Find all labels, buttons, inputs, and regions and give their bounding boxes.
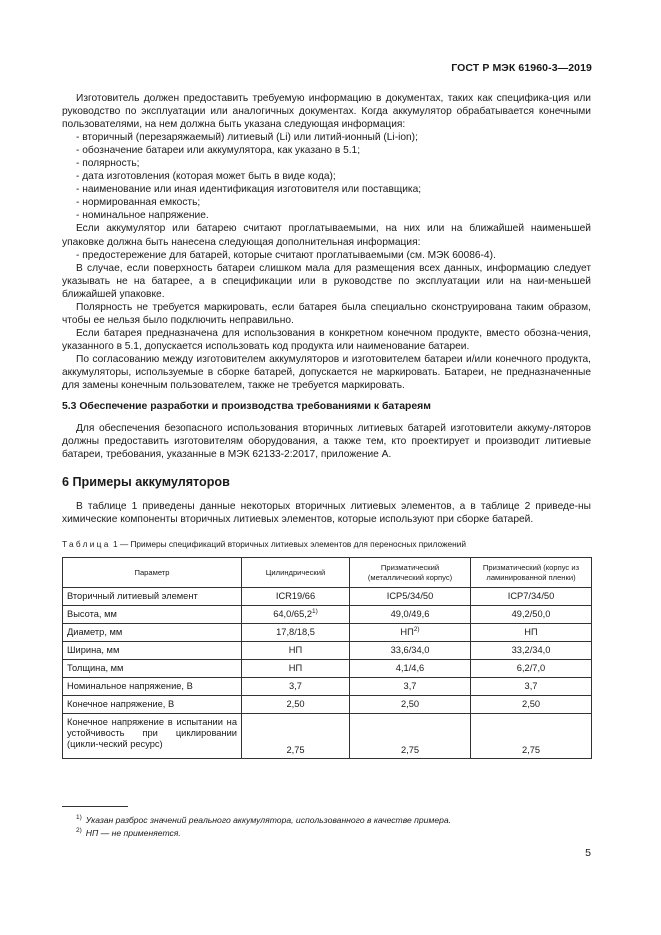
table-row bbox=[63, 678, 592, 696]
table-row bbox=[63, 642, 592, 660]
footnote-text: Указан разброс значений реального аккумулятора, использованного в качестве примера. bbox=[85, 815, 452, 825]
table-cell bbox=[242, 714, 350, 759]
paragraph-agreement: По согласованию между изготовителем аккумуляторов и изготовителем батареи и/или конечного продукта, аккумуляторы, используемые в сборке батарей, допускается не маркировать. Батареи, не предназначенные для замены конечным пользователем, также не требуется маркировать. bbox=[62, 353, 591, 392]
cell-value: 2,50 bbox=[286, 699, 305, 710]
footnote-2 bbox=[76, 828, 181, 838]
table-cell bbox=[242, 624, 350, 642]
table-cell bbox=[242, 696, 350, 714]
paragraph-manufacturer-info: Изготовитель должен предоставить требуемую информацию в документах, таких как специфика-ция или руководство по эксплуатации или аналогичных документах. Когда аккумулятор обрабатывается конечными пользователями, на нем должна быть указана следующая информация: bbox=[62, 93, 591, 131]
cell-value: ICR19/66 bbox=[275, 591, 316, 602]
table-cell: 2,50 bbox=[471, 696, 592, 714]
table-cell bbox=[242, 660, 350, 678]
table-cell-param: Вторичный литиевый элемент bbox=[63, 588, 242, 606]
footnote-ref: 1) bbox=[312, 608, 318, 616]
cell-value: 3,7 bbox=[403, 681, 417, 692]
table-cell bbox=[350, 606, 471, 624]
footnote-mark: 1) bbox=[76, 814, 82, 822]
table-row bbox=[63, 624, 592, 642]
cell-value: 33,6/34,0 bbox=[390, 645, 430, 656]
table-cell-param: Диаметр, мм bbox=[63, 624, 242, 642]
table-cell bbox=[242, 606, 350, 624]
table-cell: НП bbox=[471, 624, 592, 642]
cell-value: 2,75 bbox=[286, 745, 305, 756]
table-cell: 2,75 bbox=[471, 714, 592, 759]
battery-spec-table bbox=[62, 557, 592, 759]
footnote-mark: 2) bbox=[76, 827, 82, 835]
list-item: - предостережение для батарей, которые считают проглатываемыми (см. МЭК 60086-4). bbox=[76, 249, 496, 261]
table-cell: ICP7/34/50 bbox=[471, 588, 592, 606]
table-cell bbox=[350, 696, 471, 714]
table-caption-text: 1 — Примеры спецификаций вторичных литиевых элементов для переносных приложений bbox=[110, 539, 467, 550]
cell-value: НП bbox=[288, 645, 303, 656]
paragraph-product-code: Если батарея предназначена для использования в конкретном конечном продукте, вместо обозна-чения, указанного в 5.1, допускается использовать код продукта или наименование батареи. bbox=[62, 327, 591, 352]
table-cell bbox=[350, 678, 471, 696]
column-header: Цилиндрический bbox=[242, 558, 350, 588]
table-cell: 6,2/7,0 bbox=[471, 660, 592, 678]
column-header: Призматический (металлический корпус) bbox=[350, 558, 471, 588]
list-item: - наименование или иная идентификация изготовителя или поставщика; bbox=[76, 184, 422, 196]
table-cell bbox=[350, 624, 471, 642]
table-cell-param: Высота, мм bbox=[63, 606, 242, 624]
paragraph-small-surface: В случае, если поверхность батареи слишком мала для размещения всех данных, информацию следует указывать не на батарее, а в спецификации или в руководстве по эксплуатации или на наи-меньшей ближайшей упаковке. bbox=[62, 262, 591, 300]
list-item: - обозначение батареи или аккумулятора, как указано в 5.1; bbox=[76, 145, 361, 157]
cell-value: 64,0/65,2 bbox=[273, 609, 312, 620]
section-6-heading: 6 Примеры аккумуляторов bbox=[62, 475, 230, 490]
table-cell-param: Конечное напряжение в испытании на устойчивость при циклировании (цикли-ческий ресурс) bbox=[63, 714, 242, 759]
section-5-3-paragraph: Для обеспечения безопасного использования вторичных литиевых батарей изготовители аккуму-ляторов должны предоставить изготовителям оборудования, а также тем, кто проектирует и производит литиевые батареи, требования, указанные в МЭК 62133-2:2017, приложение А. bbox=[62, 423, 591, 461]
table-cell bbox=[350, 642, 471, 660]
table-cell-param: Ширина, мм bbox=[63, 642, 242, 660]
document-id-header: ГОСТ Р МЭК 61960-3—2019 bbox=[451, 62, 592, 74]
cell-value: НП bbox=[400, 627, 414, 638]
column-header: Параметр bbox=[63, 558, 242, 588]
footnote-ref: 2) bbox=[413, 626, 420, 634]
document-body bbox=[62, 92, 591, 759]
column-header: Призматический (корпус из ламинированной пленки) bbox=[471, 558, 592, 588]
cell-value: 2,75 bbox=[400, 745, 420, 756]
section-6-paragraph: В таблице 1 приведены данные некоторых вторичных литиевых элементов, а в таблице 2 приведе-ны химические компоненты вторичных литиевых элементов, которые используют при сборке батарей. bbox=[62, 501, 591, 526]
cell-value: ICP5/34/50 bbox=[386, 591, 434, 602]
cell-value: 4,1/4,6 bbox=[395, 663, 425, 674]
table-row bbox=[63, 696, 592, 714]
footnote-text: НП — не применяется. bbox=[85, 828, 181, 838]
list-item: - номинальное напряжение. bbox=[76, 210, 209, 222]
table-cell-param: Толщина, мм bbox=[63, 660, 242, 678]
footnote-1 bbox=[76, 815, 451, 825]
cell-value: 3,7 bbox=[289, 681, 302, 692]
table-row bbox=[63, 660, 592, 678]
cell-value: НП bbox=[288, 663, 303, 674]
table-cell bbox=[242, 678, 350, 696]
cell-value: 2,50 bbox=[400, 699, 420, 710]
table-cell: 3,7 bbox=[471, 678, 592, 696]
table-cell-param: Конечное напряжение, В bbox=[63, 696, 242, 714]
table-cell: 33,2/34,0 bbox=[471, 642, 592, 660]
list-item: - дата изготовления (которая может быть в виде кода); bbox=[76, 171, 336, 183]
cell-value: 17,8/18,5 bbox=[276, 627, 315, 638]
paragraph-swallowable: Если аккумулятор или батарею считают проглатываемыми, на них или на ближайшей наименьшей упаковке должна быть нанесена следующая дополнительная информация: bbox=[62, 223, 591, 248]
list-item: - нормированная емкость; bbox=[76, 197, 201, 209]
table-cell: 49,2/50,0 bbox=[471, 606, 592, 624]
page-number: 5 bbox=[585, 847, 591, 859]
table-cell-param: Номинальное напряжение, В bbox=[63, 678, 242, 696]
table-cell bbox=[242, 642, 350, 660]
table-row bbox=[63, 606, 592, 624]
paragraph-polarity: Полярность не требуется маркировать, если батарея была специально сконструирована таким образом, чтобы ее нельзя было подключить неправильно. bbox=[62, 301, 591, 326]
list-item: - полярность; bbox=[76, 158, 140, 170]
table-cell bbox=[350, 660, 471, 678]
table-cell bbox=[350, 714, 471, 759]
footnote-divider bbox=[62, 806, 128, 807]
table-cell bbox=[350, 588, 471, 606]
table-caption bbox=[62, 538, 591, 551]
table-row bbox=[63, 714, 592, 759]
cell-value: 49,0/49,6 bbox=[390, 609, 430, 620]
table-cell bbox=[242, 588, 350, 606]
list-item: - вторичный (перезаряжаемый) литиевый (Li) или литий-ионный (Li-ion); bbox=[76, 132, 418, 144]
table-caption-label: Таблица bbox=[62, 539, 111, 550]
table-row bbox=[63, 588, 592, 606]
section-5-3-heading: 5.3 Обеспечение разработки и производства требованиями к батареям bbox=[62, 401, 431, 413]
